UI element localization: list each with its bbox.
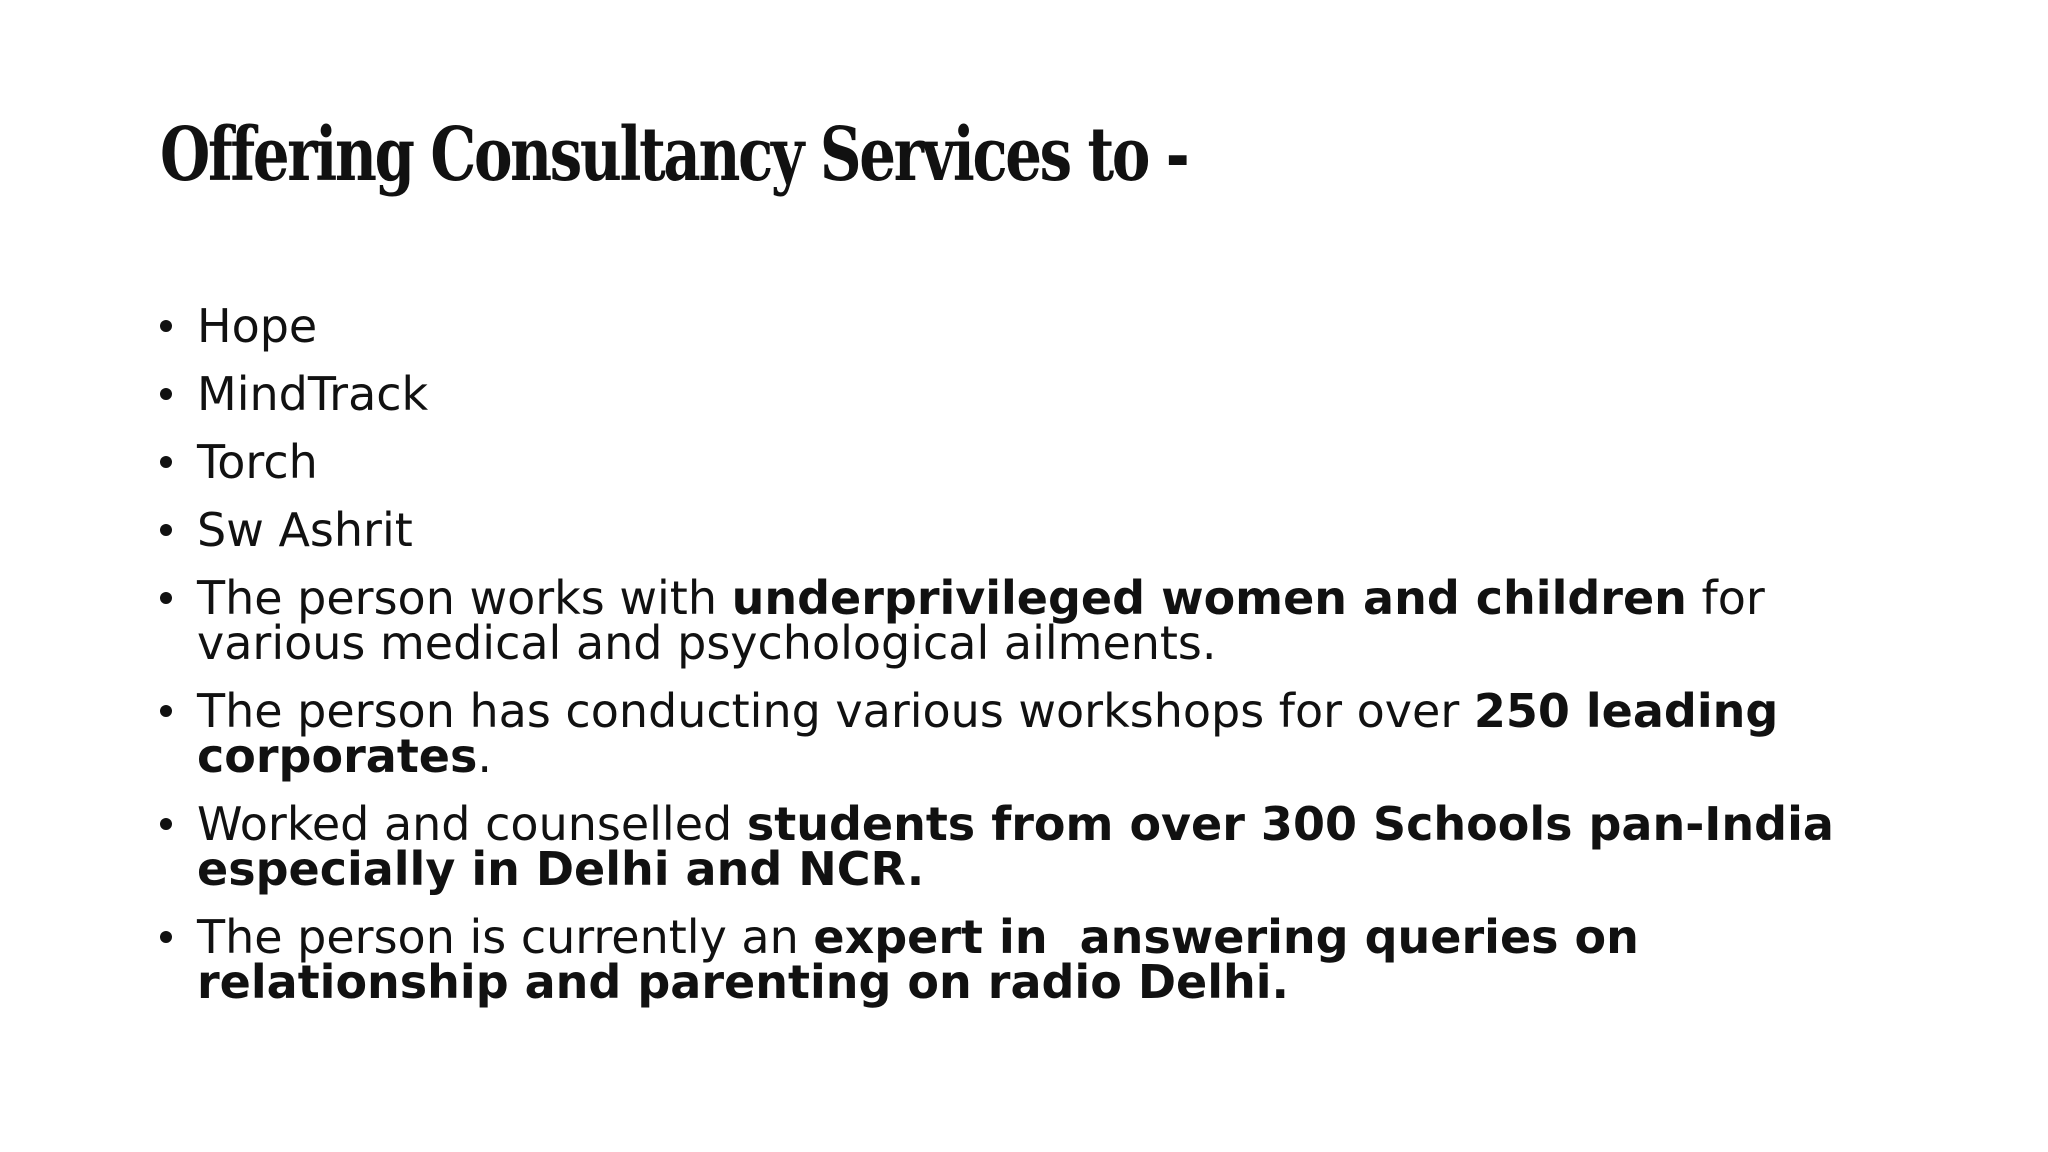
bullet-item — [160, 797, 1880, 896]
bullet-text: The person has conducting various workshops for over — [197, 684, 1474, 738]
bullet-list — [160, 299, 1880, 1028]
bullet-item — [160, 435, 1880, 489]
bullet-text-bold: expert in answering queries on relationship and parenting on radio Delhi. — [197, 910, 1655, 1009]
bullet-dot-icon — [160, 818, 172, 830]
bullet-dot-icon — [160, 524, 172, 536]
slide-title: Offering Consultancy Services to - — [160, 112, 1188, 198]
bullet-dot-icon — [160, 592, 172, 604]
bullet-text-bold: students from over 300 Schools pan-India especially in Delhi and NCR. — [197, 797, 1850, 896]
bullet-text: Sw Ashrit — [197, 503, 413, 557]
bullet-text: for various medical and psychological ailments. — [197, 571, 1780, 670]
bullet-text: . — [477, 729, 493, 783]
bullet-text-bold: 250 leading corporates — [197, 684, 1795, 783]
bullet-item — [160, 684, 1880, 783]
bullet-text: Hope — [197, 299, 318, 353]
bullet-item — [160, 299, 1880, 353]
bullet-item — [160, 503, 1880, 557]
bullet-item — [160, 910, 1880, 1009]
bullet-dot-icon — [160, 388, 172, 400]
bullet-dot-icon — [160, 456, 172, 468]
bullet-text: Worked and counselled — [197, 797, 747, 851]
bullet-dot-icon — [160, 931, 172, 943]
bullet-dot-icon — [160, 320, 172, 332]
bullet-text-bold: underprivileged women and children — [731, 571, 1687, 625]
bullet-item — [160, 367, 1880, 421]
bullet-text: The person works with — [197, 571, 732, 625]
bullet-text: MindTrack — [197, 367, 429, 421]
bullet-text: The person is currently an — [197, 910, 814, 964]
bullet-item — [160, 571, 1880, 670]
bullet-dot-icon — [160, 705, 172, 717]
bullet-text: Torch — [197, 435, 318, 489]
